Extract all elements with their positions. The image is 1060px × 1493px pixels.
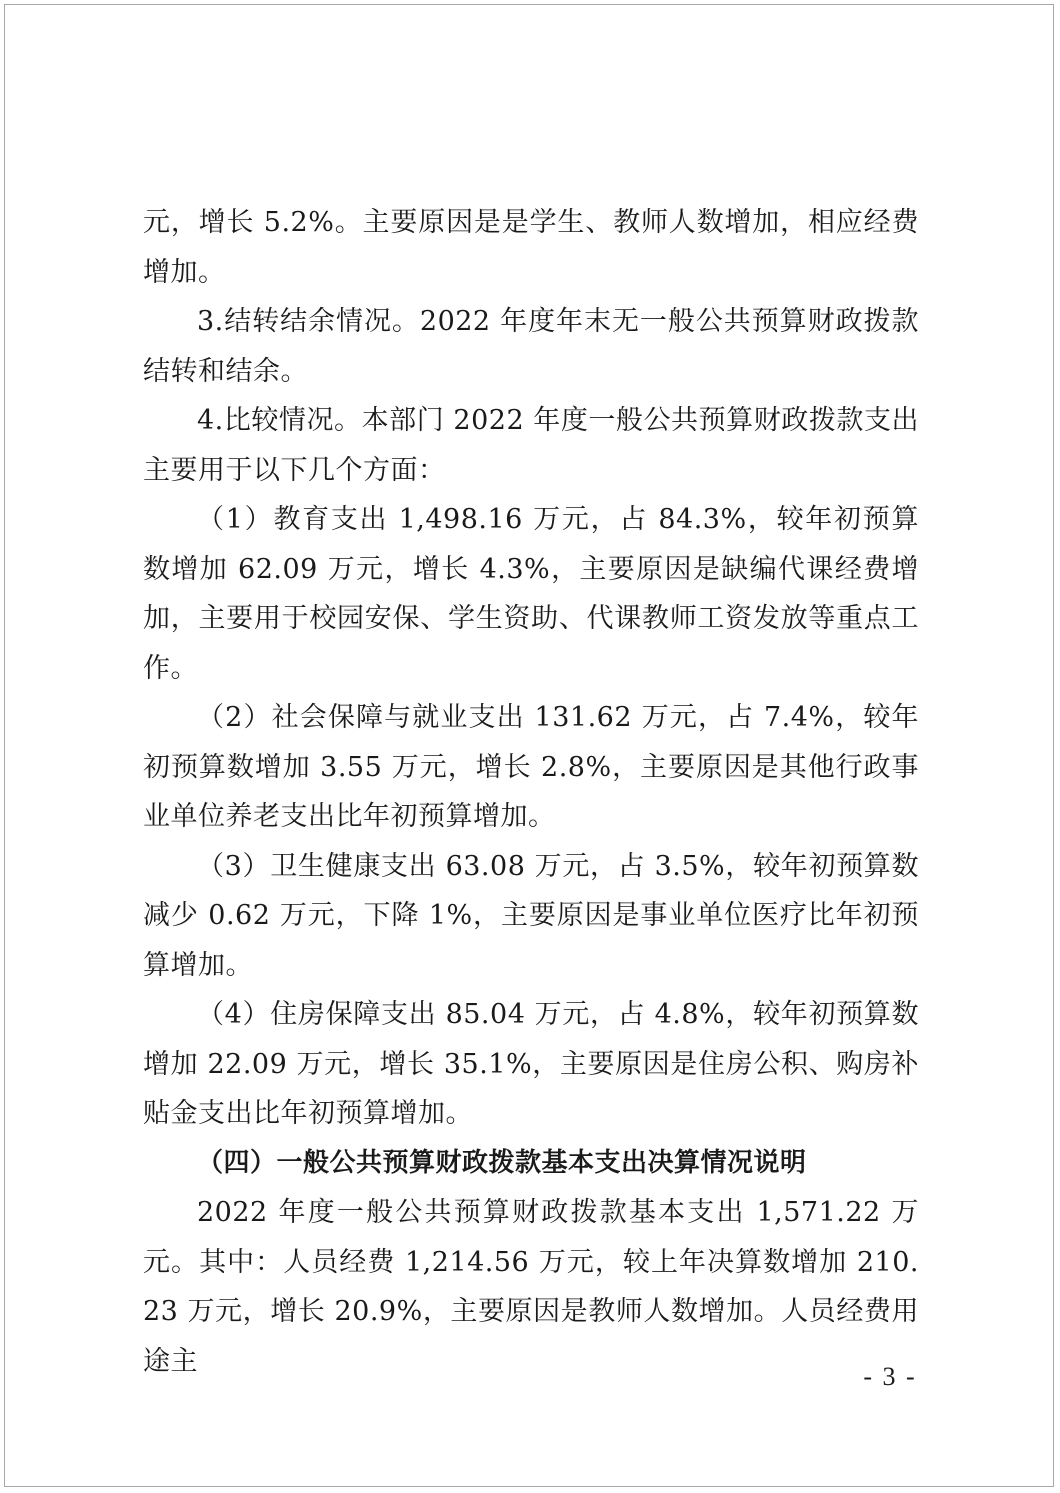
paragraph-education: （1）教育支出 1,498.16 万元，占 84.3%，较年初预算数增加 62.09 万元，增长 4.3%，主要原因是缺编代课经费增加，主要用于校园安保、学生资助、代课教师工资发放等重点工作。 — [143, 504, 919, 684]
paragraph-housing: （4）住房保障支出 85.04 万元，占 4.8%，较年初预算数增加 22.09 万元，增长 35.1%，主要原因是住房公积、购房补贴金支出比年初预算增加。 — [143, 999, 919, 1129]
page-number: - 3 - — [863, 1362, 917, 1391]
document-body — [143, 198, 919, 1386]
paragraph-comparison: 4.比较情况。本部门 2022 年度一般公共预算财政拨款支出主要用于以下几个方面： — [143, 405, 919, 486]
paragraph-carryover: 3.结转结余情况。2022 年度年末无一般公共预算财政拨款结转和结余。 — [143, 306, 919, 387]
paragraph-basic-expenditure: 2022 年度一般公共预算财政拨款基本支出 1,571.22 万元。其中：人员经费 1,214.56 万元，较上年决算数增加 210.23 万元，增长 20.9%，主要原因是教师人数增加。人员经费用途主 — [143, 1197, 919, 1377]
section-heading: （四）一般公共预算财政拨款基本支出决算情况说明 — [197, 1147, 807, 1178]
paragraph-social-security: （2）社会保障与就业支出 131.62 万元，占 7.4%，较年初预算数增加 3.55 万元，增长 2.8%，主要原因是其他行政事业单位养老支出比年初预算增加。 — [143, 702, 919, 832]
paragraph-continuation: 元，增长 5.2%。主要原因是是学生、教师人数增加，相应经费增加。 — [143, 207, 919, 288]
paragraph-health: （3）卫生健康支出 63.08 万元，占 3.5%，较年初预算数减少 0.62 万元，下降 1%，主要原因是事业单位医疗比年初预算增加。 — [143, 850, 919, 981]
